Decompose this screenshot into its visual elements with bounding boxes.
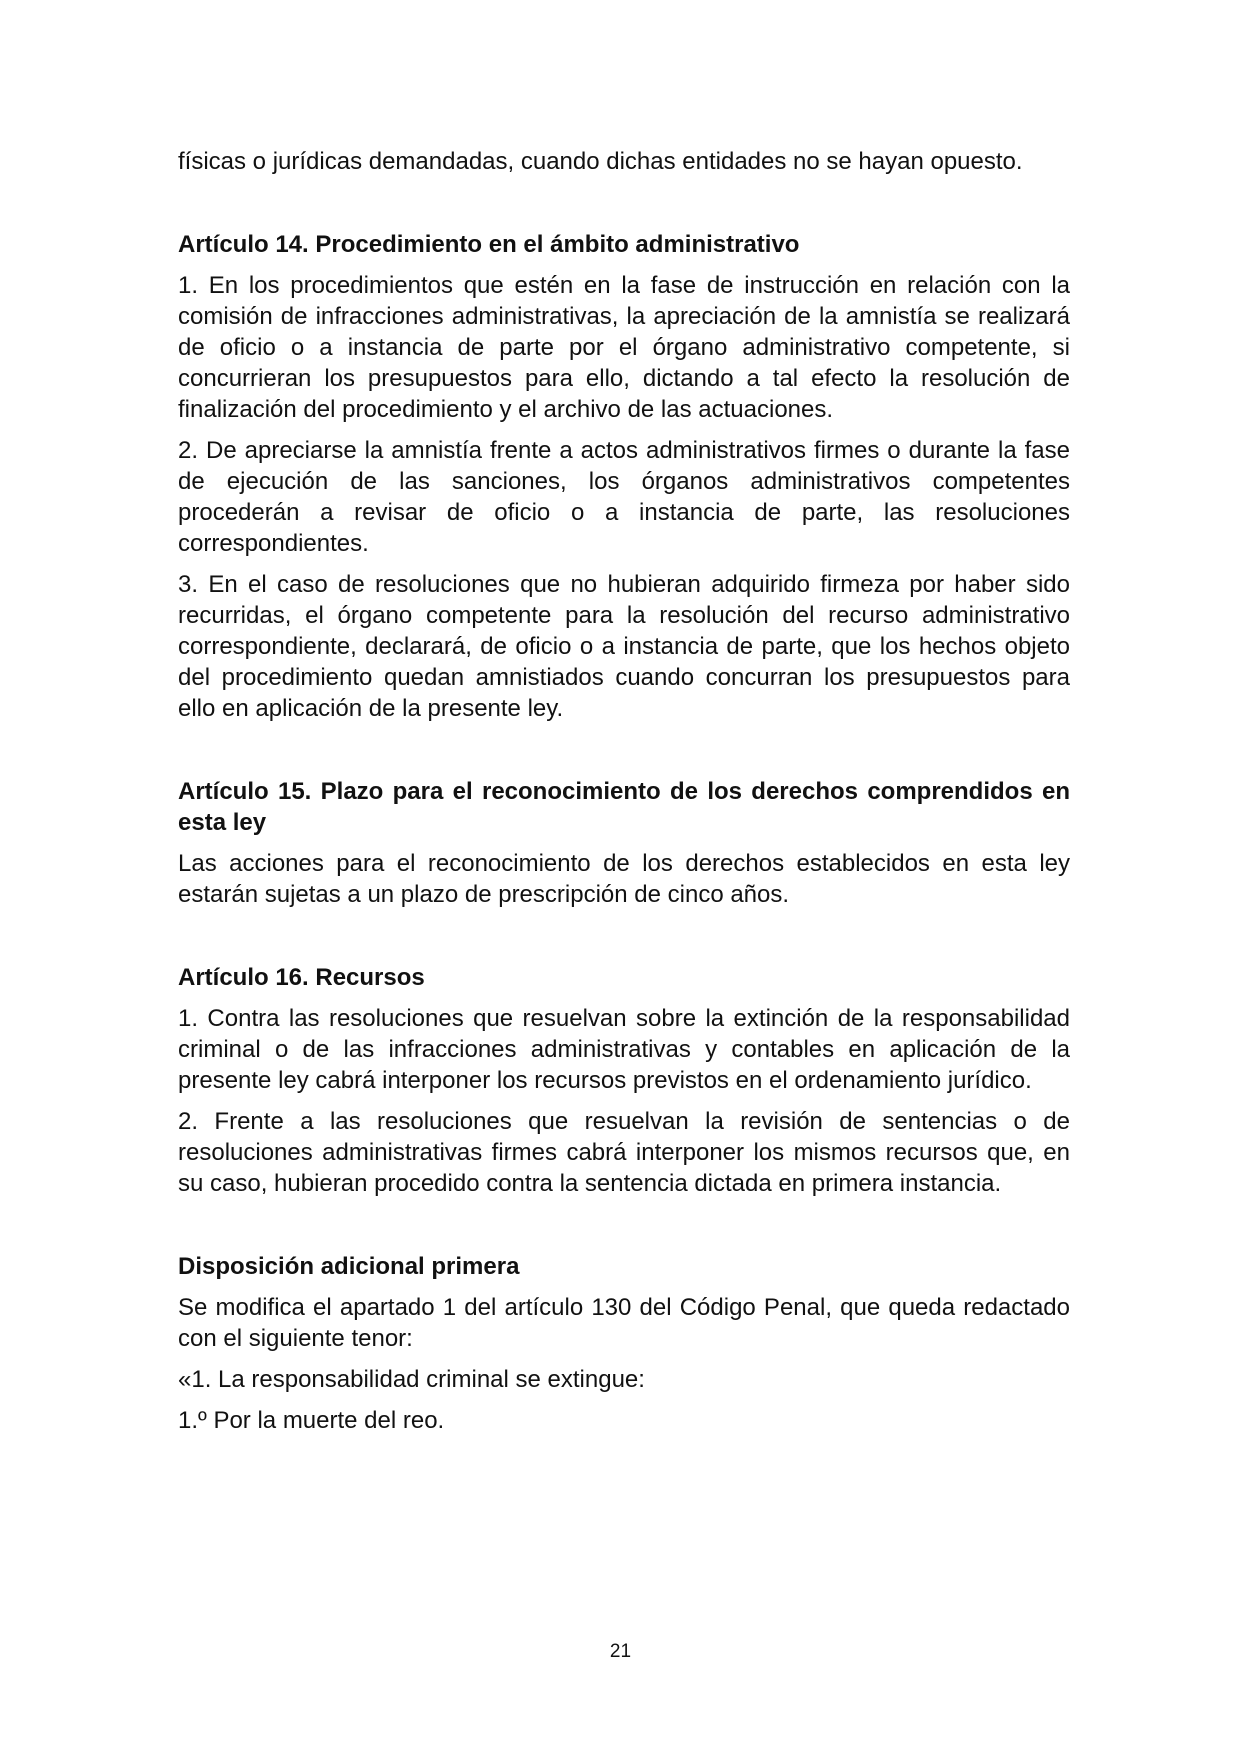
article-14-paragraph-2: 2. De apreciarse la amnistía frente a actos administrativos firmes o durante la fase de ejecución de las sanciones, los órganos administrativos competentes procederán a revisar de oficio o a instancia de parte, las resoluciones correspondientes. <box>178 437 1070 557</box>
disposicion-paragraph-3: 1.º Por la muerte del reo. <box>178 1407 445 1434</box>
article-15 <box>178 776 1070 910</box>
disposicion-title: Disposición adicional primera <box>178 1253 520 1280</box>
document-body <box>178 146 1070 1446</box>
article-15-title: Artículo 15. Plazo para el reconocimiento de los derechos comprendidos en esta ley <box>178 778 1070 836</box>
article-16-paragraph-2: 2. Frente a las resoluciones que resuelvan la revisión de sentencias o de resoluciones administrativas firmes cabrá interponer los mismos recursos que, en su caso, hubieran procedido contra la sentencia dictada en primera instancia. <box>178 1108 1070 1197</box>
page-number: 21 <box>609 1641 632 1662</box>
article-16-paragraph-1: 1. Contra las resoluciones que resuelvan sobre la extinción de la responsabilidad criminal o de las infracciones administrativas y contables en aplicación de la presente ley cabrá interponer los recursos previstos en el ordenamiento jurídico. <box>178 1005 1070 1094</box>
article-16 <box>178 962 1070 1199</box>
article-14-paragraph-1: 1. En los procedimientos que estén en la fase de instrucción en relación con la comisión de infracciones administrativas, la apreciación de la amnistía se realizará de oficio o a instancia de parte por el órgano administrativo competente, si concurrieran los presupuestos para ello, dictando a tal efecto la resolución de finalización del procedimiento y el archivo de las actuaciones. <box>178 272 1070 423</box>
article-14-title: Artículo 14. Procedimiento en el ámbito administrativo <box>178 231 800 258</box>
article-14-paragraph-3: 3. En el caso de resoluciones que no hubieran adquirido firmeza por haber sido recurridas, el órgano competente para la resolución del recurso administrativo correspondiente, declarará, de oficio o a instancia de parte, que los hechos objeto del procedimiento quedan amnistiados cuando concurran los presupuestos para ello en aplicación de la presente ley. <box>178 571 1070 722</box>
article-15-paragraph-1: Las acciones para el reconocimiento de los derechos establecidos en esta ley estarán sujetas a un plazo de prescripción de cinco años. <box>178 850 1070 908</box>
disposicion-paragraph-2: «1. La responsabilidad criminal se extingue: <box>178 1366 645 1393</box>
opening-paragraph: físicas o jurídicas demandadas, cuando dichas entidades no se hayan opuesto. <box>178 148 1023 175</box>
article-14 <box>178 229 1070 724</box>
article-16-title: Artículo 16. Recursos <box>178 964 425 991</box>
disposicion-paragraph-1: Se modifica el apartado 1 del artículo 130 del Código Penal, que queda redactado con el siguiente tenor: <box>178 1294 1070 1352</box>
disposicion-adicional-primera <box>178 1251 1070 1436</box>
